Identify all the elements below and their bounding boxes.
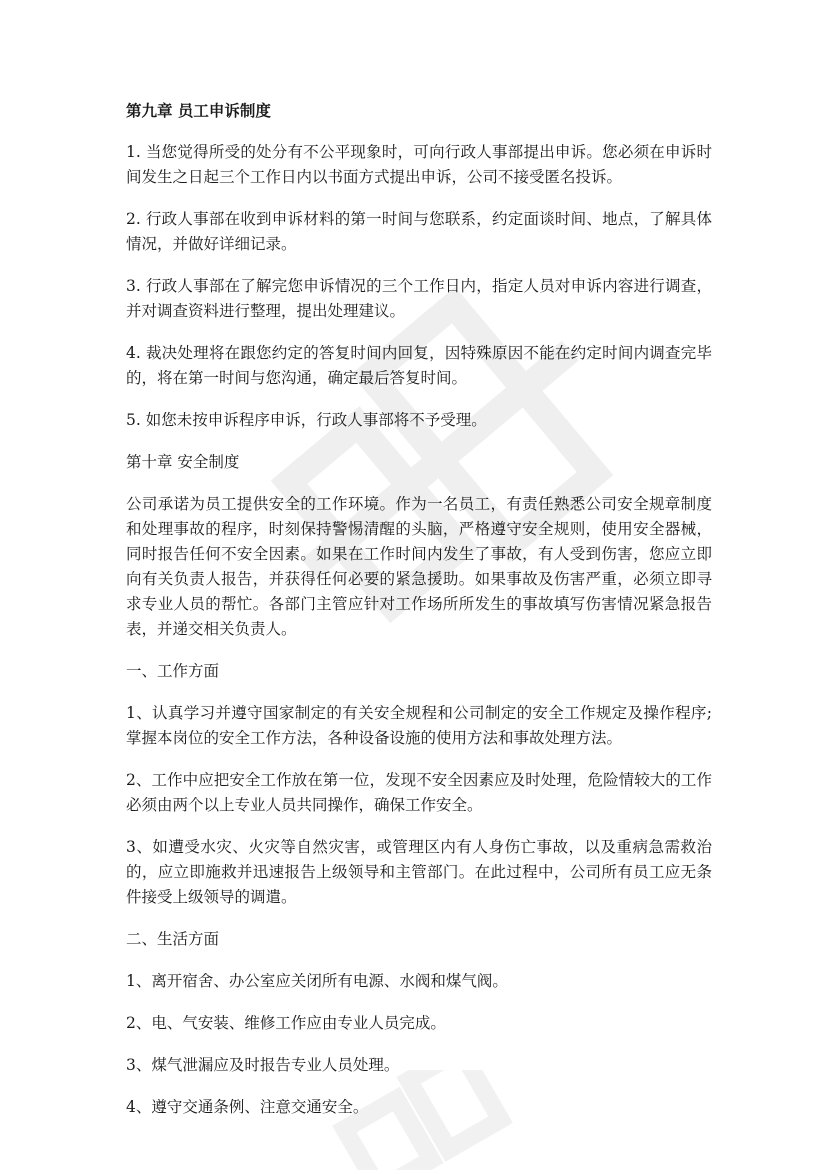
chapter-9-item-4: 4. 裁决处理将在跟您约定的答复时间内回复，因特殊原因不能在约定时间内调查完毕的，将在第一时间与您沟通，确定最后答复时间。	[126, 344, 712, 387]
chapter-9-item-2: 2. 行政人事部在收到申诉材料的第一时间与您联系，约定面谈时间、地点，了解具体情况，并做好详细记录。	[126, 210, 712, 253]
life-section-heading: 二、生活方面	[126, 930, 220, 948]
chapter-9-item-5: 5. 如您未按申诉程序申诉，行政人事部将不予受理。	[126, 411, 487, 429]
life-item-1: 1、离开宿舍、办公室应关闭所有电源、水阀和煤气阀。	[126, 972, 508, 990]
work-item-3: 3、如遭受水灾、火灾等自然灾害，或管理区内有人身伤亡事故，以及重病急需救治的，应立即施救并迅速报告上级领导和主管部门。在此过程中，公司所有员工应无条件接受上级领导的调遣。	[126, 838, 712, 906]
chapter-10-title: 第十章 安全制度	[126, 453, 240, 471]
life-item-3: 3、煤气泄漏应及时报告专业人员处理。	[126, 1056, 400, 1074]
chapter-9-title: 第九章 员工申诉制度	[126, 101, 271, 120]
chapter-10-intro: 公司承诺为员工提供安全的工作环境。作为一名员工，有责任熟悉公司安全规章制度和处理事故的程序，时刻保持警惕清醒的头脑，严格遵守安全规则，使用安全器械，同时报告任何不安全因素。如果在工作时间内发生了事故，有人受到伤害，您应立即向有关负责人报告，并获得任何必要的紧急援助。如果事故及伤害严重，必须立即寻求专业人员的帮忙。各部门主管应针对工作场所所发生的事故填写伤害情况紧急报告表，并递交相关负责人。	[126, 495, 712, 638]
work-item-1: 1、认真学习并遵守国家制定的有关安全规程和公司制定的安全工作规定及操作程序;掌握本岗位的安全工作方法，各种设备设施的使用方法和事故处理方法。	[126, 704, 712, 747]
chapter-9-item-3: 3. 行政人事部在了解完您申诉情况的三个工作日内，指定人员对申诉内容进行调查，并对调查资料进行整理，提出处理建议。	[126, 277, 712, 320]
work-section-heading: 一、工作方面	[126, 662, 220, 680]
life-item-2: 2、电、气安装、维修工作应由专业人员完成。	[126, 1014, 446, 1032]
work-item-2: 2、工作中应把安全工作放在第一位，发现不安全因素应及时处理，危险情较大的工作必须由两个以上专业人员共同操作，确保工作安全。	[126, 771, 712, 814]
chapter-9-item-1: 1. 当您觉得所受的处分有不公平现象时，可向行政人事部提出申诉。您必须在申诉时间发生之日起三个工作日内以书面方式提出申诉，公司不接受匿名投诉。	[126, 143, 712, 186]
document-body	[126, 98, 712, 1120]
life-item-4: 4、遵守交通条例、注意交通安全。	[126, 1098, 369, 1116]
